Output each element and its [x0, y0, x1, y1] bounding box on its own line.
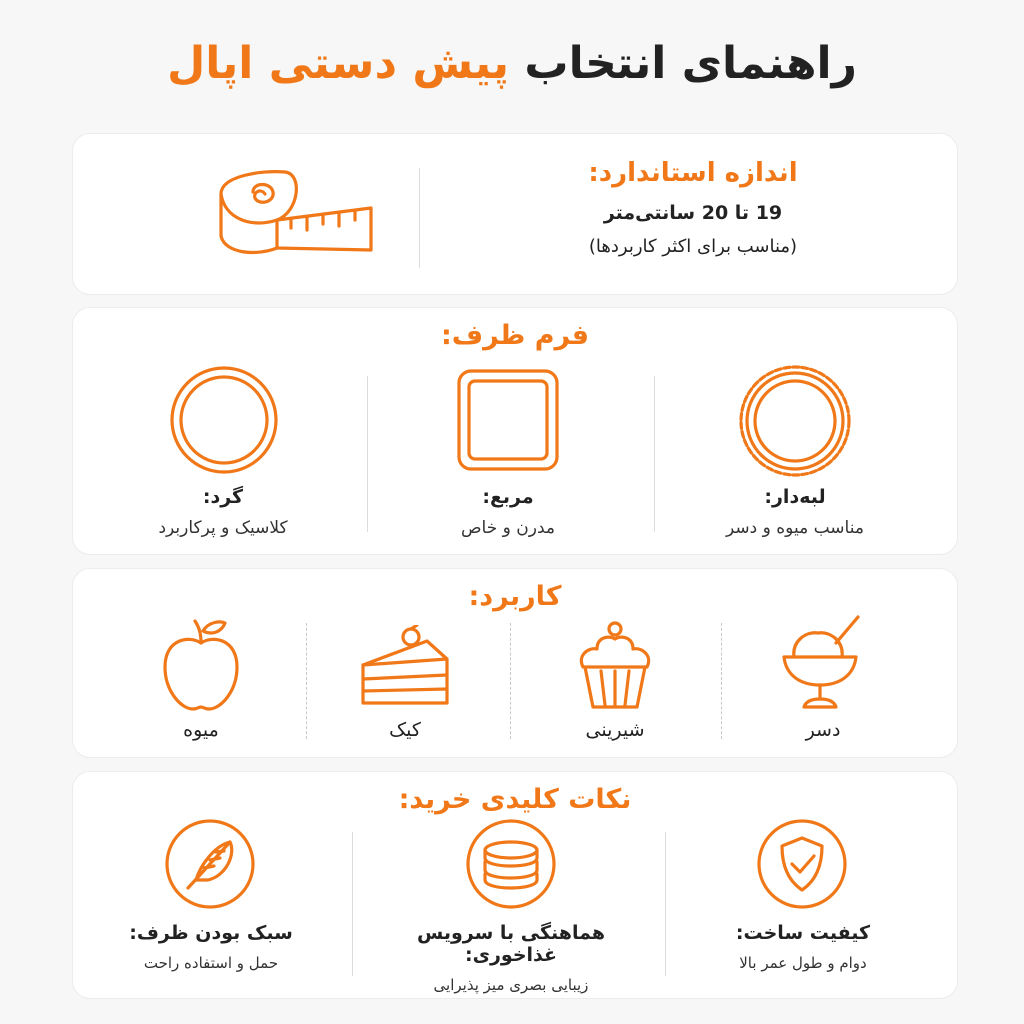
plate-stack-icon: [465, 818, 557, 910]
usage-label-apple: میوه: [183, 719, 219, 741]
size-heading: اندازه استاندارد:: [588, 158, 798, 188]
usage-divider-1: [721, 623, 722, 739]
tips-card: [72, 771, 958, 999]
shape-heading: فرم ظرف:: [440, 320, 590, 351]
tips-divider-1: [665, 832, 666, 976]
size-note: (مناسب برای اکثر کاربردها): [588, 236, 798, 257]
usage-item-dessert: [763, 719, 883, 741]
dessert-cup-icon: [778, 613, 868, 713]
usage-label-dessert: دسر: [805, 719, 841, 741]
tips-heading: نکات کلیدی خرید:: [398, 784, 632, 815]
square-plate-icon: [456, 368, 560, 472]
shape-card: [72, 307, 958, 555]
cake-slice-icon: [357, 625, 453, 709]
shape-desc-scalloped: مناسب میوه و دسر: [726, 518, 864, 538]
usage-heading: کاربرد:: [468, 581, 562, 612]
usage-item-cake: [345, 719, 465, 741]
tips-divider-2: [352, 832, 353, 976]
size-range: 19 تا 20 سانتی‌متر: [603, 202, 783, 224]
shape-label-round: گرد:: [202, 486, 244, 508]
tips-label-matching: هماهنگی با سرویس غذاخوری:: [416, 922, 606, 966]
scalloped-plate-icon: [735, 362, 855, 480]
shape-label-square: مربع:: [482, 486, 534, 508]
usage-label-cupcake: شیرینی: [585, 719, 645, 741]
shape-desc-round: کلاسیک و پرکاربرد: [158, 518, 288, 538]
apple-icon: [159, 617, 243, 713]
tips-item-light: [101, 922, 321, 972]
shape-divider-2: [367, 376, 368, 532]
shield-check-icon: [756, 818, 848, 910]
round-plate-icon: [168, 364, 280, 476]
usage-item-apple: [141, 719, 261, 741]
tips-desc-light: حمل و استفاده راحت: [143, 954, 279, 972]
shape-item-round: [113, 486, 333, 538]
usage-label-cake: کیک: [389, 719, 421, 741]
shape-item-square: [398, 486, 618, 538]
size-text: [503, 158, 883, 257]
tips-desc-matching: زیبایی بصری میز پذیرایی: [433, 976, 589, 994]
shape-desc-square: مدرن و خاص: [461, 518, 555, 538]
shape-label-scalloped: لبه‌دار:: [764, 486, 826, 508]
tips-item-matching: [371, 922, 651, 994]
shape-item-scalloped: [685, 486, 905, 538]
tips-label-light: سبک بودن ظرف:: [129, 922, 293, 944]
usage-item-cupcake: [555, 719, 675, 741]
usage-divider-2: [510, 623, 511, 739]
shape-divider-1: [654, 376, 655, 532]
tips-item-quality: [683, 922, 923, 972]
tips-desc-quality: دوام و طول عمر بالا: [739, 954, 867, 972]
title-part2: پیش دستی اپال: [167, 38, 510, 89]
title-part1: راهنمای انتخاب: [524, 38, 857, 89]
size-divider: [419, 168, 420, 268]
usage-divider-3: [306, 623, 307, 739]
cupcake-icon: [575, 617, 655, 713]
size-card: [72, 133, 958, 295]
feather-icon: [164, 818, 256, 910]
tape-measure-icon: [213, 164, 383, 264]
usage-card: [72, 568, 958, 758]
tips-label-quality: کیفیت ساخت:: [735, 922, 871, 944]
page-title: [0, 38, 1024, 89]
